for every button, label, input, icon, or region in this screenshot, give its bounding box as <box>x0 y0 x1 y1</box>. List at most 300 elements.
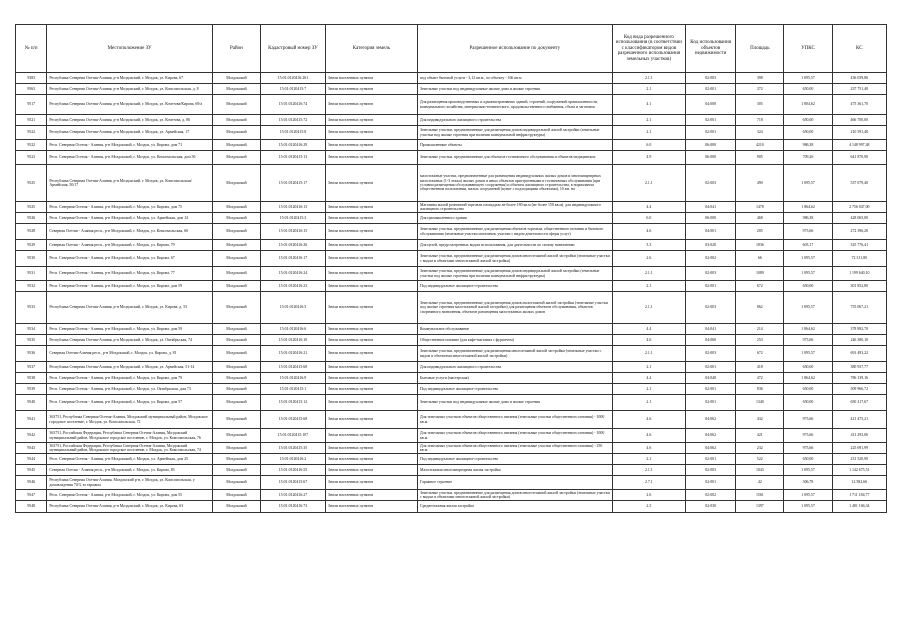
row-location: Респ. Северная Осетия - Алания, р-н Моздокский, г. Моздок, ул. Кирова, дом 79 <box>47 373 212 384</box>
row-permitted-use: Для земельных участков объектов общественного питания (земельные участки общественного питания) - 1000 кв.м. <box>418 411 613 429</box>
row-upks: 650,00 <box>784 126 832 140</box>
row-cadastral: 15:01:0120415:72 <box>260 115 325 126</box>
row-location: Респ. Северная Осетия - Алания, р-н Моздокский, г. Моздок, ул. Армейская, дом 25 <box>47 454 212 465</box>
row-permitted-use: Малоэтажная многоквартирная жилая застройка <box>418 465 613 476</box>
row-use-code: 4.4 <box>612 202 685 213</box>
row-num: 9523 <box>16 151 47 165</box>
row-cadastral: 15:01:0120416:26 <box>260 240 325 251</box>
row-category: Земли населенных пунктов <box>325 95 417 115</box>
row-use-code: 4.6 <box>612 224 685 240</box>
row-upks: 1 864,62 <box>784 373 832 384</box>
row-district: Моздокский <box>212 465 260 476</box>
row-object-code: 02:002 <box>686 251 736 267</box>
row-use-code: 4.4 <box>612 373 685 384</box>
row-location: Респ. Северная Осетия - Алания, р-н Моздокский, г. Моздок, ул. Кирова, 67 <box>47 251 212 267</box>
row-upks: 973,66 <box>784 335 832 346</box>
col-header-location: Местоположение ЗУ <box>47 25 212 73</box>
row-use-code: 2.1 <box>612 115 685 126</box>
row-object-code: 02:003 <box>686 346 736 362</box>
row-object-code: 04:041 <box>686 202 736 213</box>
table-row <box>16 84 887 95</box>
row-district: Моздокский <box>212 373 260 384</box>
row-ks: 1 142 675,51 <box>832 465 886 476</box>
table-row <box>16 202 887 213</box>
row-object-code: 04:008 <box>686 95 736 115</box>
row-object-code: 02:001 <box>686 454 736 465</box>
row-district: Моздокский <box>212 224 260 240</box>
row-upks: 650,00 <box>784 454 832 465</box>
row-ks: 380 937,77 <box>832 362 886 373</box>
row-location: Респ. Северная Осетия - Алания, р-н Моздокский, г. Моздок, ул. Кирова, дом 57 <box>47 395 212 411</box>
row-cadastral: 15:01:0120416:74 <box>260 95 325 115</box>
row-num: 9563 <box>16 84 47 95</box>
row-category: Земли населенных пунктов <box>325 443 417 454</box>
table-row <box>16 429 887 443</box>
row-num: 9532 <box>16 281 47 292</box>
row-use-code: 2.1 <box>612 281 685 292</box>
row-ks: 272 396,20 <box>832 224 886 240</box>
row-location: Респ. Северная Осетия - Алания, р-н Моздокский, г. Моздок, ул. Октябрьская, дом 73 <box>47 384 212 395</box>
row-ks: 509 966,72 <box>832 384 886 395</box>
row-ks: 466 700,00 <box>832 115 886 126</box>
col-header-use-code: Код вида разрешенного использования (в соответствии с классификатором видов разрешенного использования земельных участков) <box>612 25 685 73</box>
row-area: 1089 <box>736 267 784 281</box>
row-ks: 12 582,66 <box>832 476 886 490</box>
row-cadastral: 15:01:0120416:21 <box>260 346 325 362</box>
row-num: 9546 <box>16 476 47 490</box>
row-location: Респ. Северная Осетия - Алания, р-н Моздокский, г. Моздок, ул. Кирова, дом 59 <box>47 281 212 292</box>
row-cadastral: 15:01:0120416:55 <box>260 465 325 476</box>
table-row <box>16 140 887 151</box>
row-use-code: 2.1.1 <box>612 73 685 84</box>
row-object-code: 02:003 <box>686 292 736 324</box>
row-object-code: 04:062 <box>686 443 736 454</box>
row-cadastral: 15:01:0120416:5 <box>260 292 325 324</box>
row-ks: 231 520,90 <box>832 454 886 465</box>
row-upks: 1 095,57 <box>784 346 832 362</box>
row-upks: 986,38 <box>784 213 832 224</box>
row-area: 42 <box>736 476 784 490</box>
row-permitted-use: Для земельных участков объектов общественного питания (земельные участки общественного питания) - 250 кв.м. <box>418 443 613 454</box>
row-upks: 650,00 <box>784 84 832 95</box>
row-cadastral: 15:01:0120416:27 <box>260 490 325 501</box>
row-upks: 1 095,57 <box>784 267 832 281</box>
row-upks: 1 095,57 <box>784 165 832 202</box>
row-district: Моздокский <box>212 73 260 84</box>
row-ks: 301 852,80 <box>832 281 886 292</box>
row-category: Земли населенных пунктов <box>325 501 417 513</box>
row-permitted-use: Среднеэтажная жилая застройка <box>418 501 613 513</box>
row-cadastral: 15:01:0120415:8 <box>260 126 325 140</box>
row-object-code: 02:003 <box>686 73 736 84</box>
row-area: 305 <box>736 95 784 115</box>
row-upks: 1 095,57 <box>784 490 832 501</box>
table-row <box>16 395 887 411</box>
land-register-table <box>15 24 887 513</box>
row-district: Моздокский <box>212 501 260 513</box>
row-upks: 986,38 <box>784 140 832 151</box>
row-area: 418 <box>736 362 784 373</box>
table-row <box>16 476 887 490</box>
row-use-code: 2.6 <box>612 251 685 267</box>
row-upks: 650,00 <box>784 281 832 292</box>
row-category: Земли населенных пунктов <box>325 384 417 395</box>
row-ks: 2 756 047,00 <box>832 202 886 213</box>
row-object-code: 02:001 <box>686 362 736 373</box>
row-category: Земли населенных пунктов <box>325 324 417 335</box>
row-num: 9544 <box>16 454 47 465</box>
row-object-code: 04:062 <box>686 411 736 429</box>
row-num: 9534 <box>16 324 47 335</box>
row-area: 253 <box>736 335 784 346</box>
row-ks: 4 148 997,48 <box>832 140 886 151</box>
row-ks: 1 481 166,34 <box>832 501 886 513</box>
row-category: Земли населенных пунктов <box>325 411 417 429</box>
row-use-code: 2.1.1 <box>612 165 685 202</box>
row-use-code: 3.3 <box>612 240 685 251</box>
row-location: 363751, Российская Федерация, Республика Северная Осетия-Алания, Моздокский муниципальный район, Моздокское городское поселение, г. Моздок, ул. Комсомольская, 74 <box>47 443 212 454</box>
row-district: Моздокский <box>212 115 260 126</box>
table-header-row <box>16 25 887 73</box>
row-use-code: 2.1.1 <box>612 267 685 281</box>
row-object-code: 04:001 <box>686 224 736 240</box>
row-use-code: 6.0 <box>612 140 685 151</box>
row-cadastral: 15:01:0120415:35 <box>260 443 325 454</box>
row-num: 9533 <box>16 292 47 324</box>
row-permitted-use: Земельные участки, предназначенные для размещения домов малоэтажной жилой застройки (земельные участки под жилые строения малоэтажной жилой застройки) для размещения объектов обслуживания, объектов спортивного назначения, объектов размещения малоэтажных жилых домов <box>418 292 613 324</box>
row-category: Земли населенных пунктов <box>325 346 417 362</box>
row-location: Респ. Северная Осетия - Алания, р-н Моздокский, г. Моздок, ул. Армейская, дом 14 <box>47 213 212 224</box>
row-location: Респ. Северная Осетия - Алания, р-н Моздокский, г. Моздок, ул. Комсомольская, дом 56 <box>47 151 212 165</box>
table-row <box>16 384 887 395</box>
row-location: Республика Северная Осетия-Алания, р-н Моздокский, г. Моздок, ул. Комсомольская/Армейская, 50/17 <box>47 165 212 202</box>
row-object-code: 02:030 <box>686 501 736 513</box>
row-use-code: 2.1 <box>612 454 685 465</box>
row-cadastral: 15:01:0120416:9 <box>260 373 325 384</box>
row-area: 205 <box>736 224 784 240</box>
row-permitted-use: Общественное питание (для кафе-магазина с фуршетом) <box>418 335 613 346</box>
row-ks: 436 039,86 <box>832 73 886 84</box>
row-cadastral: 15:01:0120416:29 <box>260 140 325 151</box>
row-category: Земли населенных пунктов <box>325 281 417 292</box>
row-district: Моздокский <box>212 429 260 443</box>
row-location: Северная Осетия-Алания респ., р-н Моздокский, г. Моздок, ул. Кирова, д. 81 <box>47 346 212 362</box>
row-use-code: 2.1 <box>612 84 685 95</box>
row-ks: 225 691,99 <box>832 443 886 454</box>
row-area: 672 <box>736 346 784 362</box>
row-use-code: 4.6 <box>612 443 685 454</box>
row-num: 9525 <box>16 202 47 213</box>
row-category: Земли населенных пунктов <box>325 429 417 443</box>
row-location: Респ. Северная Осетия - Алания, р-н Моздокский, г. Моздок, ул. Кирова, дом 59 <box>47 324 212 335</box>
row-object-code: 04:062 <box>686 429 736 443</box>
col-header-category: Категория земель <box>325 25 417 73</box>
table-row <box>16 251 887 267</box>
row-location: Респ. Северная Осетия - Алания, р-н Моздокский, г. Моздок, ул. Кирова, дом 71 <box>47 140 212 151</box>
row-ks: 650 217,67 <box>832 395 886 411</box>
row-num: 9543 <box>16 443 47 454</box>
row-permitted-use: Земельные участки, предназначенные для размещения домов многоэтажной жилой застройки (земельные участки с видом и объектами многоэтажной жилой застройки) <box>418 490 613 501</box>
row-ks: 1 711 184,77 <box>832 490 886 501</box>
row-num: 9542 <box>16 429 47 443</box>
row-ks: 72 311,80 <box>832 251 886 267</box>
row-area: 472 <box>736 373 784 384</box>
row-use-code: 2.7.1 <box>612 476 685 490</box>
row-cadastral: 15:01:0120416:13 <box>260 202 325 213</box>
row-area: 1478 <box>736 202 784 213</box>
row-location: Республика Северная Осетия-Алания, р-н Моздокский, г. Моздок, ул. Комсомольская, д. 8 <box>47 84 212 95</box>
table-body <box>16 73 887 513</box>
row-area: 214 <box>736 324 784 335</box>
row-location: Респ. Северная Осетия - Алания, р-н Моздокский, г. Моздок, ул. Кирова, 77 <box>47 267 212 281</box>
row-area: 232 <box>736 443 784 454</box>
row-object-code: 02:002 <box>686 490 736 501</box>
row-area: 862 <box>736 292 784 324</box>
row-district: Моздокский <box>212 362 260 373</box>
row-district: Моздокский <box>212 240 260 251</box>
row-location: Республика Северная Осетия-Алания, р-н Моздокский, г. Моздок, ул. Кирова, 63 <box>47 501 212 513</box>
row-area: 1397 <box>736 501 784 513</box>
row-use-code: 2.6 <box>612 490 685 501</box>
row-permitted-use: Для индивидуального жилищного строительства <box>418 362 613 373</box>
row-permitted-use: Земельные участки под индивидуальные жилые дома и жилые строения <box>418 84 613 95</box>
row-upks: 973,66 <box>784 429 832 443</box>
row-num: 9517 <box>16 95 47 115</box>
row-use-code: 4.6 <box>612 335 685 346</box>
table-row <box>16 240 887 251</box>
row-area: 468 <box>736 213 784 224</box>
row-cadastral: 15:01:0120416:15 <box>260 224 325 240</box>
row-object-code: 03:020 <box>686 240 736 251</box>
col-header-area: Площадь <box>736 25 784 73</box>
row-object-code: 02:001 <box>686 126 736 140</box>
row-cadastral: 15:01:0120415:68 <box>260 411 325 429</box>
row-object-code: 02:001 <box>686 395 736 411</box>
row-permitted-use: Земельные участки под индивидуальные жилые дома и жилые строения <box>418 395 613 411</box>
row-district: Моздокский <box>212 126 260 140</box>
row-district: Моздокский <box>212 84 260 95</box>
row-cadastral: 15:01:0120415:68 <box>260 362 325 373</box>
row-ks: 411 293,06 <box>832 429 886 443</box>
table-row <box>16 213 887 224</box>
row-area: 672 <box>736 281 784 292</box>
row-num: 9521 <box>16 115 47 126</box>
row-category: Земли населенных пунктов <box>325 240 417 251</box>
row-permitted-use: Под индивидуальное жилищное строительство <box>418 454 613 465</box>
row-use-code: 2.1.1 <box>612 292 685 324</box>
table-row <box>16 151 887 165</box>
row-upks: 306,78 <box>784 476 832 490</box>
row-object-code: 04:041 <box>686 324 736 335</box>
row-cadastral: 15:01:0120415:13 <box>260 151 325 165</box>
row-object-code: 06:000 <box>686 151 736 165</box>
row-permitted-use: Под индивидуальное жилищное строительство <box>418 281 613 292</box>
row-object-code: 04:040 <box>686 373 736 384</box>
table-row <box>16 443 887 454</box>
row-num: 9526 <box>16 213 47 224</box>
row-object-code: 06:000 <box>686 213 736 224</box>
table-row <box>16 324 887 335</box>
row-object-code: 06:000 <box>686 140 736 151</box>
row-upks: 1 864,62 <box>784 202 832 213</box>
row-category: Земли населенных пунктов <box>325 490 417 501</box>
row-district: Моздокский <box>212 476 260 490</box>
row-permitted-use: Земельные участки, предназначенные для объектов гостиничного обслуживания и объектов медицинских <box>418 151 613 165</box>
row-category: Земли населенных пунктов <box>325 115 417 126</box>
row-location: Республика Северная Осетия-Алания, р-н Моздокский, г. Моздок, ул. Армейская, 51-14 <box>47 362 212 373</box>
row-num: 9545 <box>16 465 47 476</box>
row-district: Моздокский <box>212 267 260 281</box>
row-upks: 973,66 <box>784 443 832 454</box>
row-location: Республика Северная Осетия-Алания, р-н Моздокский, г. Моздок, ул. Октябрьская, 74 <box>47 335 212 346</box>
row-num: 9539 <box>16 384 47 395</box>
row-ks: 237 751,40 <box>832 84 886 95</box>
row-ks: 537 079,40 <box>832 165 886 202</box>
row-area: 836 <box>736 384 784 395</box>
row-district: Моздокский <box>212 202 260 213</box>
row-use-code: 4.4 <box>612 324 685 335</box>
row-use-code: 2.1 <box>612 362 685 373</box>
row-permitted-use: Земельные участки, предназначенные для размещения домов многоэтажной жилой застройки (земельные участки с видом и объектами многоэтажной жилой застройки) <box>418 251 613 267</box>
row-permitted-use: Бытовые услуги (мастерская) <box>418 373 613 384</box>
row-num: 9536 <box>16 346 47 362</box>
table-row <box>16 95 887 115</box>
row-cadastral: 15:01:0120416:17 <box>260 251 325 267</box>
row-category: Земли населенных пунктов <box>325 151 417 165</box>
row-use-code: 2.1 <box>612 126 685 140</box>
col-header-num: № п/п <box>16 25 47 73</box>
row-district: Моздокский <box>212 213 260 224</box>
row-object-code: 04:060 <box>686 335 736 346</box>
table-row <box>16 454 887 465</box>
row-use-code: 2.5 <box>612 501 685 513</box>
row-district: Моздокский <box>212 140 260 151</box>
row-cadastral: 15:01:0120415:1 <box>260 384 325 395</box>
table-row <box>16 281 887 292</box>
row-use-code: 6.0 <box>612 213 685 224</box>
row-upks: 973,66 <box>784 411 832 429</box>
row-category: Земли населенных пунктов <box>325 476 417 490</box>
col-header-object-code: Код использования объектов недвижимости <box>686 25 736 73</box>
row-district: Моздокский <box>212 443 260 454</box>
row-cadastral: 15:01:0120416:24 <box>260 267 325 281</box>
row-district: Моздокский <box>212 95 260 115</box>
row-area: 432 <box>736 411 784 429</box>
row-upks: 603,17 <box>784 240 832 251</box>
col-header-district: Район <box>212 25 260 73</box>
row-district: Моздокский <box>212 151 260 165</box>
row-location: Северная Осетия - Алания респ., р-н Моздокский, г. Моздок, ул. Комсомольская, 60 <box>47 224 212 240</box>
row-upks: 650,00 <box>784 384 832 395</box>
row-upks: 1 095,57 <box>784 73 832 84</box>
row-category: Земли населенных пунктов <box>325 140 417 151</box>
row-ks: 246 380,10 <box>832 335 886 346</box>
row-cadastral: 15:01:0120416:6 <box>260 324 325 335</box>
row-location: Республика Северная Осетия-Алания, р-н Моздокский, г. Моздок, ул. Кочетова, д. 86 <box>47 115 212 126</box>
row-num: 9530 <box>16 251 47 267</box>
row-upks: 650,00 <box>784 115 832 126</box>
table-row <box>16 115 887 126</box>
row-location: Северная Осетия - Алания респ., р-н Моздокский, г. Моздок, ул. Кирова, 79 <box>47 240 212 251</box>
row-ks: 325 776,41 <box>832 240 886 251</box>
row-category: Земли населенных пунктов <box>325 202 417 213</box>
row-num: 9531 <box>16 267 47 281</box>
row-category: Земли населенных пунктов <box>325 224 417 240</box>
row-district: Моздокский <box>212 395 260 411</box>
row-permitted-use: Земельные участки, предназначенные для размещения домов индивидуальной жилой застройки (земельные участки под жилые строения при наличии коммунальной инфраструктуры) <box>418 126 613 140</box>
row-upks: 1 095,57 <box>784 292 832 324</box>
row-location: Северная Осетия - Алания респ., р-н Моздокский, г. Моздок, ул. Кирова, 83 <box>47 465 212 476</box>
row-permitted-use: Промышленные объекты <box>418 140 613 151</box>
row-cadastral: 15:01:0120416:2 <box>260 454 325 465</box>
col-header-cadastral: Кадастровый номер ЗУ <box>260 25 325 73</box>
row-location: Респ. Северная Осетия - Алания, р-н Моздокский, г. Моздок, ул. Кирова, дом 55 <box>47 490 212 501</box>
row-cadastral: 15:01:0120415:67 <box>260 476 325 490</box>
row-object-code: 02:001 <box>686 476 736 490</box>
row-num: 9547 <box>16 490 47 501</box>
row-ks: 475 361,70 <box>832 95 886 115</box>
row-permitted-use: Земельные участки, предназначенные для размещения домов индивидуальной жилой застройки (земельные участки под жилые строения при наличии коммунальной инфраструктуры) <box>418 267 613 281</box>
row-use-code: 2.1.1 <box>612 465 685 476</box>
row-category: Земли населенных пунктов <box>325 454 417 465</box>
row-permitted-use: Земельные участки, предназначенные для размещения объектов торговли, общественного питания и бытового обслуживания (земельные участки магазинов, участки с видом деятельности сферы услуг) <box>418 224 613 240</box>
row-district: Моздокский <box>212 346 260 362</box>
row-category: Земли населенных пунктов <box>325 362 417 373</box>
row-num: 9522 <box>16 126 47 140</box>
row-location: Республика Северная Осетия-Алания, р-н Моздокский, г. Моздок, ул. Кирова, д. 53 <box>47 292 212 324</box>
table-row <box>16 267 887 281</box>
row-cadastral: 15:01:0120415:107 <box>260 429 325 443</box>
row-area: 372 <box>736 84 784 95</box>
row-category: Земли населенных пунктов <box>325 373 417 384</box>
row-upks: 1 864,62 <box>784 324 832 335</box>
row-area: 1836 <box>736 240 784 251</box>
table-row <box>16 373 887 384</box>
row-district: Моздокский <box>212 490 260 501</box>
row-permitted-use: Для индивидуального жилищного строительства <box>418 115 613 126</box>
row-object-code: 02:003 <box>686 267 736 281</box>
row-upks: 1 095,57 <box>784 251 832 267</box>
row-upks: 1 804,62 <box>784 95 832 115</box>
row-area: 522 <box>736 454 784 465</box>
row-category: Земли населенных пунктов <box>325 335 417 346</box>
row-num: 9541 <box>16 411 47 429</box>
row-cadastral: 15:01:0120415:17 <box>260 165 325 202</box>
row-object-code: 02:003 <box>686 465 736 476</box>
row-category: Земли населенных пунктов <box>325 292 417 324</box>
col-header-ks: КС <box>832 25 886 73</box>
row-cadastral: 15:01:0120416:10 <box>260 335 325 346</box>
row-permitted-use: Коммунальное обслуживание <box>418 324 613 335</box>
row-num: 9525 <box>16 165 47 202</box>
row-permitted-use: Под индивидуальное жилищное строительство <box>418 384 613 395</box>
table-row <box>16 73 887 84</box>
row-ks: 786 139,16 <box>832 373 886 384</box>
row-cadastral: 15:01:0120415:7 <box>260 84 325 95</box>
table-row <box>16 292 887 324</box>
row-location: Республика Северная Осетия-Алания, р-н Моздокский, г. Моздок, ул. Армейская, 17 <box>47 126 212 140</box>
row-district: Моздокский <box>212 335 260 346</box>
row-use-code: 2.1 <box>612 395 685 411</box>
table-row <box>16 490 887 501</box>
row-upks: 973,66 <box>784 224 832 240</box>
row-ks: 641 870,90 <box>832 151 886 165</box>
row-district: Моздокский <box>212 454 260 465</box>
table-row <box>16 165 887 202</box>
row-permitted-use: Для целей, предусмотренных видом использования, для деятельности по своему назначению <box>418 240 613 251</box>
row-permitted-use: малоэтажные участки, предназначенные для размещения индивидуальных жилых домов и многоквартирных малоэтажных (1-3 этажа) жилых домов и иных объектов пристроенными и гостиничных обслуживания (при условии размещения обслуживающего сооружения) и объекты жилищного строительства, в нормальном общественном пользовании, малых сооружений (пункт с подходящими объектами), 10 км. на <box>418 165 613 202</box>
row-category: Земли населенных пунктов <box>325 465 417 476</box>
